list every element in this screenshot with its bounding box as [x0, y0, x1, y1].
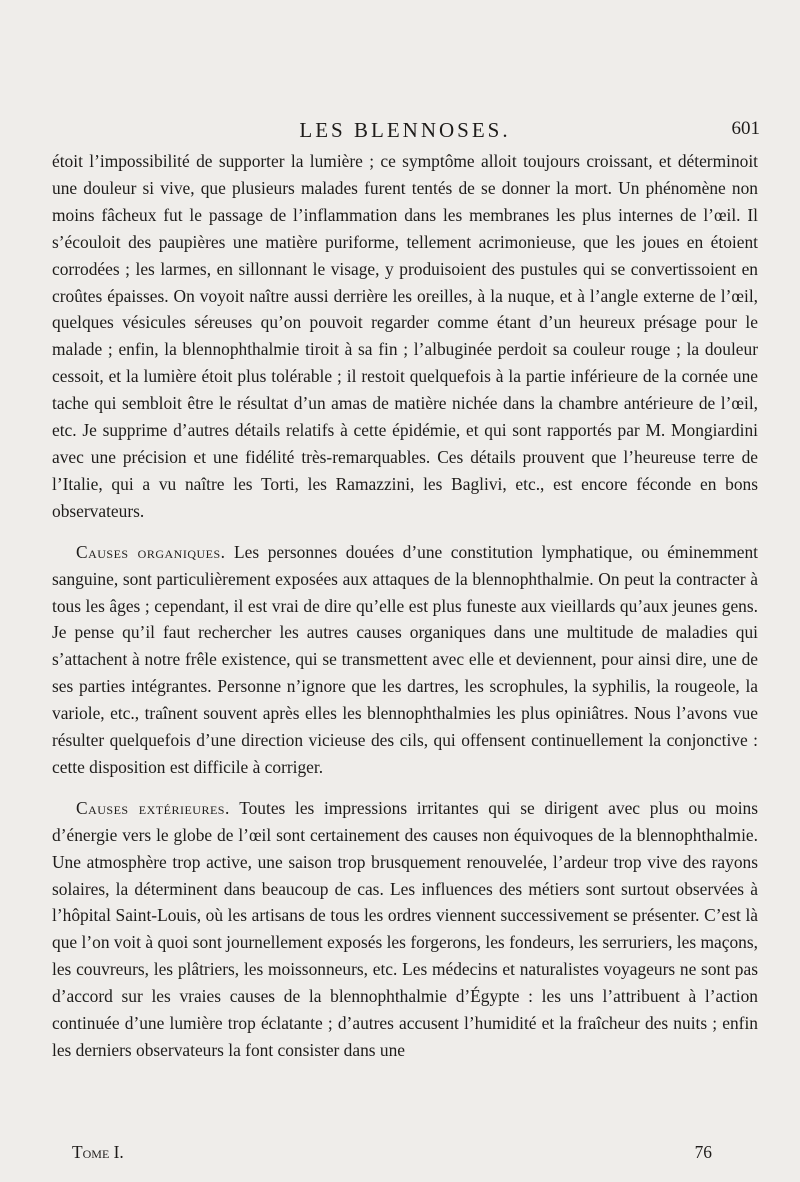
paragraph-text: Toutes les impressions irritantes qui se dirigent avec plus ou moins d’énergie vers le globe de l’œil sont certainement des causes non équivoques de la blennophthalmie. Une atmosphère trop active, une saison trop brusquement renouvelée, l’ardeur trop vive des rayons solaires, la déterminent dans beaucoup de cas. Les influences des métiers sont surtout observées à l’hôpital Saint-Louis, où les artisans de tous les ordres viennent successivement se présenter. C’est là que l’on voit à quoi sont journellement exposés les forgerons, les fondeurs, les serruriers, les maçons, les couvreurs, les plâtriers, les moissonneurs, etc. Les médecins et naturalistes voyageurs ne sont pas d’accord sur les vraies causes de la blennophthalmie d’Égypte : les uns l’attribuent à l’action continuée d’une lumière trop éclatante ; d’autres accusent l’humidité et la fraîcheur des nuits ; enfin les derniers observateurs la font consister dans une — [52, 797, 758, 1060]
section-heading: Causes organiques. — [76, 541, 226, 562]
signature-mark: 76 — [694, 1142, 712, 1162]
page-number: 601 — [731, 118, 760, 139]
section-heading: Causes extérieures. — [76, 797, 230, 818]
running-head — [50, 118, 760, 142]
paragraph-epidemie — [52, 148, 758, 525]
running-title: LES BLENNOSES. — [299, 118, 511, 142]
paragraph-causes-exterieures — [52, 795, 758, 1064]
volume-label: Tome I. — [72, 1142, 124, 1162]
paragraph-text: étoit l’impossibilité de supporter la lumière ; ce symptôme alloit toujours croissant, et déterminoit une douleur si vive, que plusieurs malades furent tentés de se donner la mort. Un phénomène non moins fâcheux fut le passage de l’inflammation dans les membranes les plus internes de l’œil. Il s’écouloit des paupières une matière puriforme, tellement acrimonieuse, que les joues en étoient corrodées ; les larmes, en sillonnant le visage, y produisoient des pustules qui se convertissoient en croûtes épaisses. On voyoit naître aussi derrière les oreilles, à la nuque, et à l’angle externe de l’œil, quelques vésicules séreuses qu’on pouvoit regarder comme étant d’un heureux présage pour le malade ; enfin, la blennophthalmie tiroit à sa fin ; l’albuginée perdoit sa couleur rouge ; la douleur cessoit, et la lumière étoit plus tolérable ; il restoit quelquefois à la partie inférieure de la cornée une tache qui sembloit être le résultat d’un amas de matière nichée dans la chambre antérieure de l’œil, etc. Je supprime d’autres détails relatifs à cette épidémie, et qui sont rapportés par M. Mongiardini avec une précision et une fidélité très-remarquables. Ces détails prouvent que l’heureuse terre de l’Italie, qui a vu naître les Torti, les Ramazzini, les Baglivi, etc., est encore féconde en bons observateurs. — [52, 151, 758, 521]
body-text — [52, 148, 758, 1064]
paragraph-text: Les personnes douées d’une constitution lymphatique, ou éminemment sanguine, sont particulièrement exposées aux attaques de la blennophthalmie. On peut la contracter à tous les âges ; cependant, il est vrai de dire qu’elle est plus funeste aux vieillards qu’aux jeunes gens. Je pense qu’il faut rechercher les autres causes organiques dans une multitude de maladies qui s’attachent à notre frêle existence, qui se transmettent avec elle et deviennent, pour ainsi dire, une de ses parties intégrantes. Personne n’ignore que les dartres, les scrophules, la syphilis, la rougeole, la variole, etc., traînent souvent après elles les blennophthalmies les plus opiniâtres. Nous l’avons vue résulter quelquefois d’une direction vicieuse des cils, qui offensent continuellement la conjonctive : cette disposition est difficile à corriger. — [52, 541, 758, 777]
page-footer — [72, 1142, 712, 1166]
paragraph-causes-organiques — [52, 539, 758, 781]
